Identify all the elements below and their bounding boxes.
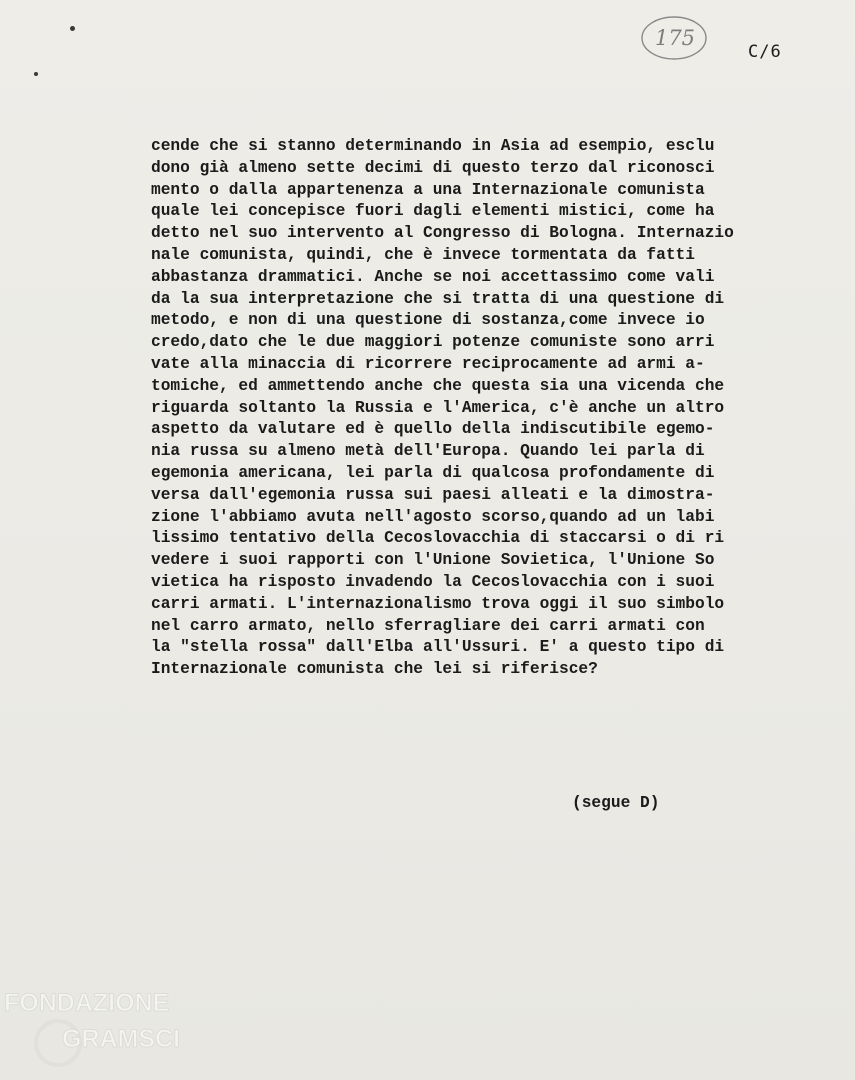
text-line: Internazionale comunista che lei si riferisce? <box>151 660 598 679</box>
text-line: credo,dato che le due maggiori potenze comuniste sono arri <box>151 333 715 352</box>
text-line: egemonia americana, lei parla di qualcosa profondamente di <box>151 463 715 482</box>
text-line: la "stella rossa" dall'Elba all'Ussuri. E' a questo tipo di <box>151 638 725 657</box>
text-line: nel carro armato, nello sferragliare dei carri armati con <box>151 616 705 635</box>
svg-text:GRAMSCI: GRAMSCI <box>62 1025 181 1053</box>
typed-paragraph <box>151 136 801 681</box>
text-line: da la sua interpretazione che si tratta di una questione di <box>151 289 725 308</box>
text-line: dono già almeno sette decimi di questo terzo dal riconosci <box>151 158 715 177</box>
text-line: versa dall'egemonia russa sui paesi alleati e la dimostra- <box>151 485 715 504</box>
text-line: vietica ha risposto invadendo la Cecoslovacchia con i suoi <box>151 572 715 591</box>
svg-text:FONDAZIONE: FONDAZIONE <box>4 989 170 1017</box>
text-line: riguarda soltanto la Russia e l'America, c'è anche un altro <box>151 398 725 417</box>
text-line: vate alla minaccia di ricorrere reciprocamente ad armi a- <box>151 354 705 373</box>
text-line: abbastanza drammatici. Anche se noi accettassimo come vali <box>151 267 715 286</box>
text-line: nale comunista, quindi, che è invece tormentata da fatti <box>151 245 695 264</box>
text-line: tomiche, ed ammettendo anche che questa sia una vicenda che <box>151 376 725 395</box>
text-line: aspetto da valutare ed è quello della indiscutibile egemo- <box>151 420 715 439</box>
text-line: metodo, e non di una questione di sostanza,come invece io <box>151 311 705 330</box>
text-line: lissimo tentativo della Cecoslovacchia di staccarsi o di ri <box>151 529 725 548</box>
archive-watermark-logo <box>0 985 215 1075</box>
text-line: mento o dalla appartenenza a una Internazionale comunista <box>151 180 705 199</box>
text-line: carri armati. L'internazionalismo trova oggi il suo simbolo <box>151 594 725 613</box>
margin-dot-top <box>70 26 75 31</box>
text-line: nia russa su almeno metà dell'Europa. Quando lei parla di <box>151 442 705 461</box>
continuation-note: (segue D) <box>572 794 660 812</box>
stamp-number: 175 <box>654 26 696 50</box>
text-line: quale lei concepisce fuori dagli elementi mistici, come ha <box>151 202 715 221</box>
page-reference: C/6 <box>748 42 782 62</box>
text-line: cende che si stanno determinando in Asia ad esempio, esclu <box>151 137 715 155</box>
text-line: zione l'abbiamo avuta nell'agosto scorso,quando ad un labi <box>151 507 715 526</box>
text-line: vedere i suoi rapporti con l'Unione Sovietica, l'Unione So <box>151 551 715 570</box>
handwritten-page-number <box>640 12 712 62</box>
text-line: detto nel suo intervento al Congresso di Bologna. Internazio <box>151 224 734 243</box>
margin-dot-second <box>34 72 38 76</box>
